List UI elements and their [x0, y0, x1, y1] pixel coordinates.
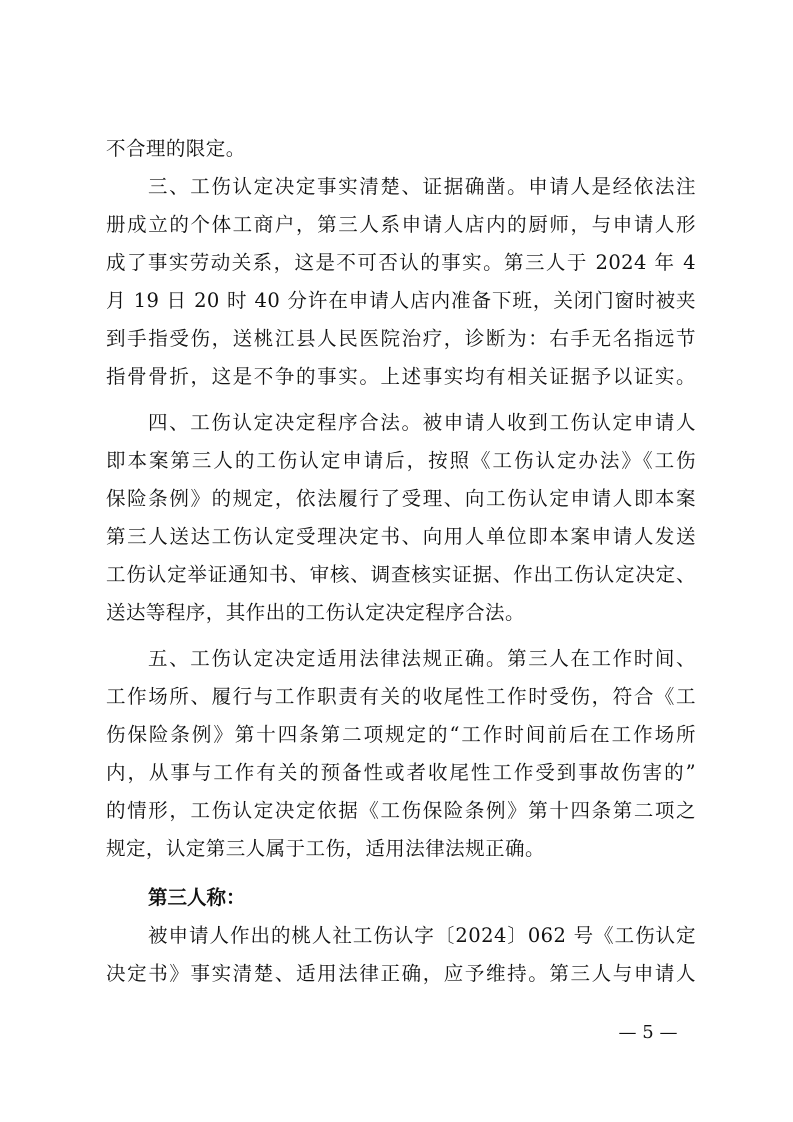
text-line: 成了事实劳动关系，这是不可否认的事实。第三人于 2024 年 4 — [106, 251, 696, 274]
text-line: 三、工伤认定决定事实清楚、证据确凿。申请人是经依法注 — [148, 175, 696, 198]
text-line: 工伤认定举证通知书、审核、调查核实证据、作出工伤认定决定、 — [106, 563, 696, 586]
text-line: 伤保险条例》第十四条第二项规定的“工作时间前后在工作场所 — [106, 723, 696, 746]
text-line: 不合理的限定。 — [106, 137, 246, 160]
text-line: 规定，认定第三人属于工伤，适用法律法规正确。 — [106, 837, 545, 860]
section-heading: 第三人称： — [148, 886, 246, 909]
text-line: 月 19 日 20 时 40 分许在申请人店内准备下班，关闭门窗时被夹 — [106, 289, 696, 312]
text-line: 册成立的个体工商户，第三人系申请人店内的厨师，与申请人形 — [106, 213, 696, 236]
text-line: 决定书》事实清楚、适用法律正确，应予维持。第三人与申请人 — [106, 962, 696, 985]
text-line: 内，从事与工作有关的预备性或者收尾性工作受到事故伤害的” — [106, 761, 696, 784]
text-line: 被申请人作出的桃人社工伤认字〔2024〕062 号《工伤认定 — [148, 924, 696, 947]
text-line: 工作场所、履行与工作职责有关的收尾性工作时受伤，符合《工 — [106, 685, 696, 708]
text-line: 五、工伤认定决定适用法律法规正确。第三人在工作时间、 — [148, 647, 696, 670]
text-line: 到手指受伤，送桃江县人民医院治疗，诊断为：右手无名指远节 — [106, 327, 696, 350]
text-line: 指骨骨折，这是不争的事实。上述事实均有相关证据予以证实。 — [106, 365, 696, 388]
text-line: 四、工伤认定决定程序合法。被申请人收到工伤认定申请人 — [148, 411, 696, 434]
text-line: 第三人送达工伤认定受理决定书、向用人单位即本案申请人发送 — [106, 525, 696, 548]
page-number: — 5 — — [618, 1022, 678, 1043]
text-line: 即本案第三人的工伤认定申请后，按照《工伤认定办法》《工伤 — [106, 449, 696, 472]
text-line: 送达等程序，其作出的工伤认定决定程序合法。 — [106, 601, 525, 624]
text-line: 保险条例》的规定，依法履行了受理、向工伤认定申请人即本案 — [106, 487, 696, 510]
text-line: 的情形，工伤认定决定依据《工伤保险条例》第十四条第二项之 — [106, 799, 696, 822]
